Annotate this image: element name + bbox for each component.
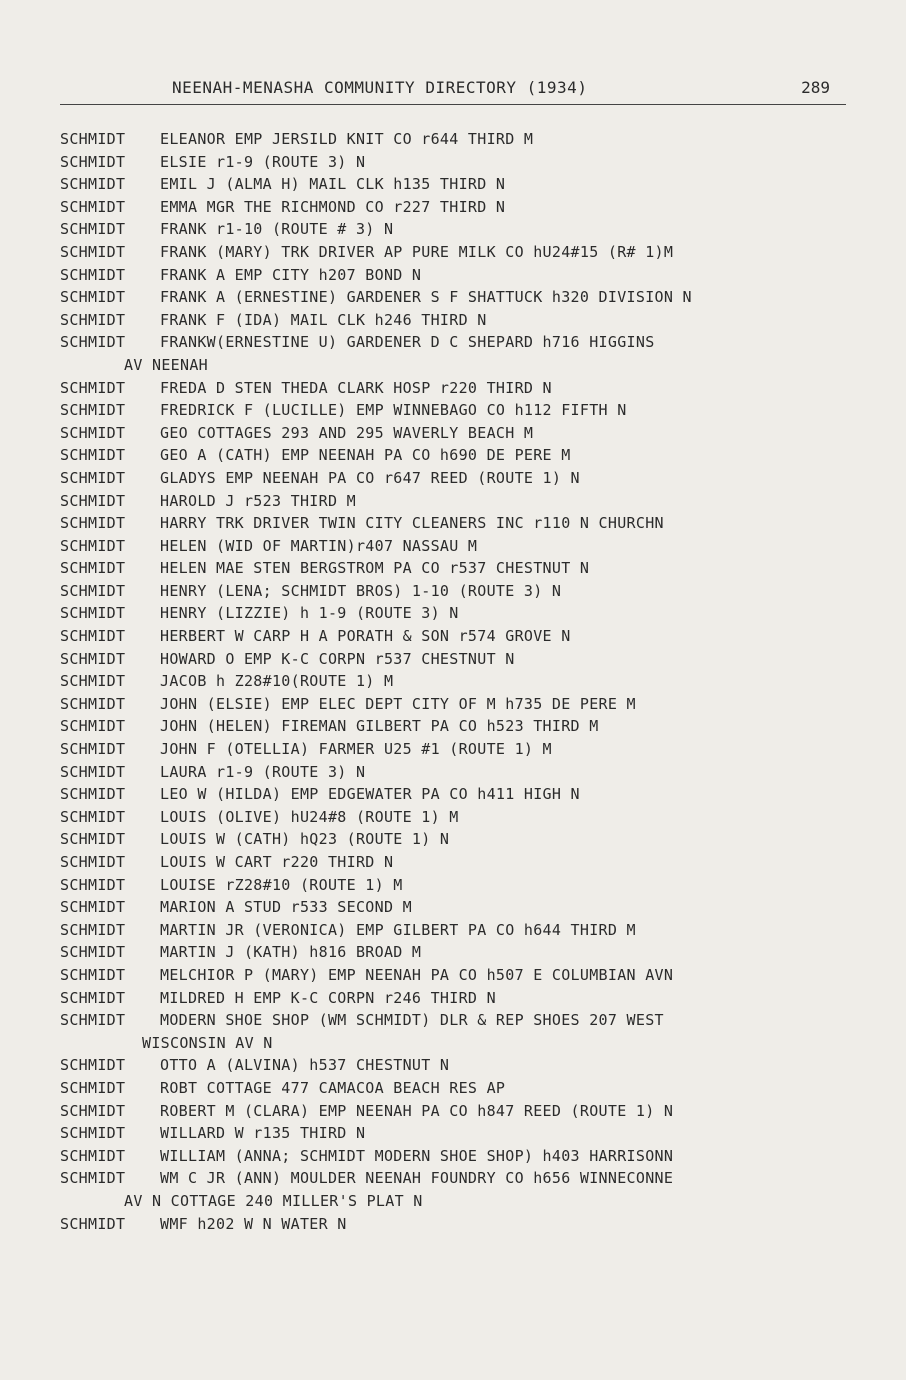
entry-text: WM C JR (ANN) MOULDER NEENAH FOUNDRY CO h656 WINNECONNE bbox=[160, 1169, 674, 1188]
directory-entry bbox=[60, 264, 870, 287]
directory-entry bbox=[60, 399, 870, 422]
entry-text: ROBT COTTAGE 477 CAMACOA BEACH RES AP bbox=[160, 1078, 506, 1097]
entry-text: FREDA D STEN THEDA CLARK HOSP r220 THIRD N bbox=[160, 378, 552, 397]
entry-text: MARTIN JR (VERONICA) EMP GILBERT PA CO h644 THIRD M bbox=[160, 920, 636, 939]
entry-text: GEO A (CATH) EMP NEENAH PA CO h690 DE PERE M bbox=[160, 446, 571, 465]
entry-surname: SCHMIDT bbox=[60, 559, 126, 578]
entry-surname: SCHMIDT bbox=[60, 1101, 126, 1120]
entry-text: MARION A STUD r533 SECOND M bbox=[160, 898, 412, 917]
entry-text: LOUISE rZ28#10 (ROUTE 1) M bbox=[160, 875, 403, 894]
entry-surname: SCHMIDT bbox=[60, 1214, 126, 1233]
directory-entry bbox=[60, 467, 870, 490]
entry-text: MODERN SHOE SHOP (WM SCHMIDT) DLR & REP SHOES 207 WEST bbox=[160, 1011, 664, 1030]
page-header bbox=[60, 78, 846, 102]
entry-text: OTTO A (ALVINA) h537 CHESTNUT N bbox=[160, 1056, 450, 1075]
entry-text: FREDRICK F (LUCILLE) EMP WINNEBAGO CO h112 FIFTH N bbox=[160, 401, 627, 420]
entry-surname: SCHMIDT bbox=[60, 152, 126, 171]
directory-entry bbox=[60, 1009, 870, 1032]
entry-surname: SCHMIDT bbox=[60, 536, 126, 555]
entry-text: GEO COTTAGES 293 AND 295 WAVERLY BEACH M bbox=[160, 423, 534, 442]
directory-entry bbox=[60, 1122, 870, 1145]
page-number: 289 bbox=[801, 78, 830, 97]
directory-entry bbox=[60, 1054, 870, 1077]
entry-text: HELEN MAE STEN BERGSTROM PA CO r537 CHESTNUT N bbox=[160, 559, 590, 578]
directory-entry bbox=[60, 625, 870, 648]
page-title: NEENAH-MENASHA COMMUNITY DIRECTORY (1934) bbox=[172, 78, 588, 97]
entry-surname: SCHMIDT bbox=[60, 310, 126, 329]
directory-entries bbox=[60, 128, 870, 1235]
directory-entry bbox=[60, 1167, 870, 1190]
directory-entry bbox=[60, 1100, 870, 1123]
entry-surname: SCHMIDT bbox=[60, 514, 126, 533]
entry-surname: SCHMIDT bbox=[60, 446, 126, 465]
entry-surname: SCHMIDT bbox=[60, 265, 126, 284]
directory-entry bbox=[60, 806, 870, 829]
entry-surname: SCHMIDT bbox=[60, 1169, 126, 1188]
entry-surname: SCHMIDT bbox=[60, 785, 126, 804]
entry-text: HELEN (WID OF MARTIN)r407 NASSAU M bbox=[160, 536, 478, 555]
entry-surname: SCHMIDT bbox=[60, 807, 126, 826]
entry-surname: SCHMIDT bbox=[60, 378, 126, 397]
entry-text: GLADYS EMP NEENAH PA CO r647 REED (ROUTE 1) N bbox=[160, 468, 580, 487]
entry-text: MILDRED H EMP K-C CORPN r246 THIRD N bbox=[160, 988, 496, 1007]
entry-surname: SCHMIDT bbox=[60, 920, 126, 939]
entry-surname: SCHMIDT bbox=[60, 1146, 126, 1165]
entry-surname: SCHMIDT bbox=[60, 1056, 126, 1075]
entry-surname: SCHMIDT bbox=[60, 943, 126, 962]
directory-entry bbox=[60, 693, 870, 716]
directory-entry bbox=[60, 377, 870, 400]
entry-surname: SCHMIDT bbox=[60, 649, 126, 668]
directory-entry bbox=[60, 218, 870, 241]
entry-surname: SCHMIDT bbox=[60, 604, 126, 623]
entry-surname: SCHMIDT bbox=[60, 965, 126, 984]
entry-text: LOUIS W (CATH) hQ23 (ROUTE 1) N bbox=[160, 830, 450, 849]
entry-surname: SCHMIDT bbox=[60, 333, 126, 352]
entry-surname: SCHMIDT bbox=[60, 220, 126, 239]
entry-text: ELSIE r1-9 (ROUTE 3) N bbox=[160, 152, 366, 171]
entry-text: ROBERT M (CLARA) EMP NEENAH PA CO h847 REED (ROUTE 1) N bbox=[160, 1101, 674, 1120]
entry-text: FRANKW(ERNESTINE U) GARDENER D C SHEPARD h716 HIGGINS bbox=[160, 333, 655, 352]
directory-entry bbox=[60, 828, 870, 851]
entry-surname: SCHMIDT bbox=[60, 197, 126, 216]
directory-entry bbox=[60, 444, 870, 467]
entry-text: HENRY (LENA; SCHMIDT BROS) 1-10 (ROUTE 3) N bbox=[160, 581, 562, 600]
directory-entry bbox=[60, 557, 870, 580]
entry-surname: SCHMIDT bbox=[60, 581, 126, 600]
entry-surname: SCHMIDT bbox=[60, 740, 126, 759]
entry-surname: SCHMIDT bbox=[60, 401, 126, 420]
entry-text: MARTIN J (KATH) h816 BROAD M bbox=[160, 943, 422, 962]
directory-entry bbox=[60, 241, 870, 264]
entry-surname: SCHMIDT bbox=[60, 1078, 126, 1097]
entry-text: JOHN (ELSIE) EMP ELEC DEPT CITY OF M h735 DE PERE M bbox=[160, 694, 636, 713]
directory-entry bbox=[60, 851, 870, 874]
entry-text: EMIL J (ALMA H) MAIL CLK h135 THIRD N bbox=[160, 175, 506, 194]
directory-entry bbox=[60, 512, 870, 535]
directory-entry bbox=[60, 761, 870, 784]
entry-surname: SCHMIDT bbox=[60, 898, 126, 917]
entry-surname: SCHMIDT bbox=[60, 830, 126, 849]
entry-surname: SCHMIDT bbox=[60, 717, 126, 736]
directory-entry bbox=[60, 602, 870, 625]
directory-entry bbox=[60, 670, 870, 693]
entry-surname: SCHMIDT bbox=[60, 491, 126, 510]
entry-text: HOWARD O EMP K-C CORPN r537 CHESTNUT N bbox=[160, 649, 515, 668]
entry-text: FRANK A (ERNESTINE) GARDENER S F SHATTUCK h320 DIVISION N bbox=[160, 288, 692, 307]
directory-entry bbox=[60, 490, 870, 513]
directory-entry bbox=[60, 151, 870, 174]
entry-surname: SCHMIDT bbox=[60, 288, 126, 307]
entry-text: LOUIS (OLIVE) hU24#8 (ROUTE 1) M bbox=[160, 807, 459, 826]
entry-surname: SCHMIDT bbox=[60, 175, 126, 194]
entry-text: ELEANOR EMP JERSILD KNIT CO r644 THIRD M bbox=[160, 130, 534, 148]
directory-entry bbox=[60, 919, 870, 942]
directory-entry bbox=[60, 987, 870, 1010]
entry-text: LAURA r1-9 (ROUTE 3) N bbox=[160, 762, 366, 781]
directory-entry bbox=[60, 1213, 870, 1236]
directory-entry bbox=[60, 1145, 870, 1168]
entry-text: LEO W (HILDA) EMP EDGEWATER PA CO h411 HIGH N bbox=[160, 785, 580, 804]
entry-continuation bbox=[60, 1032, 870, 1055]
directory-entry bbox=[60, 309, 870, 332]
entry-text: LOUIS W CART r220 THIRD N bbox=[160, 853, 394, 871]
entry-text: WMF h202 W N WATER N bbox=[160, 1214, 347, 1233]
entry-text: MELCHIOR P (MARY) EMP NEENAH PA CO h507 E COLUMBIAN AVN bbox=[160, 965, 674, 984]
entry-text: HARRY TRK DRIVER TWIN CITY CLEANERS INC r110 N CHURCHN bbox=[160, 514, 664, 533]
directory-entry bbox=[60, 715, 870, 738]
entry-text: JOHN F (OTELLIA) FARMER U25 #1 (ROUTE 1) M bbox=[160, 740, 552, 759]
entry-surname: SCHMIDT bbox=[60, 242, 126, 261]
entry-text: HAROLD J r523 THIRD M bbox=[160, 491, 356, 510]
entry-text: HERBERT W CARP H A PORATH & SON r574 GROVE N bbox=[160, 627, 571, 646]
entry-surname: SCHMIDT bbox=[60, 423, 126, 442]
entry-surname: SCHMIDT bbox=[60, 1011, 126, 1030]
entry-text: AV N COTTAGE 240 MILLER'S PLAT N bbox=[124, 1191, 423, 1210]
directory-entry bbox=[60, 964, 870, 987]
directory-entry bbox=[60, 941, 870, 964]
directory-entry bbox=[60, 1077, 870, 1100]
entry-continuation bbox=[60, 354, 870, 377]
directory-entry bbox=[60, 286, 870, 309]
header-rule bbox=[60, 104, 846, 105]
directory-entry bbox=[60, 648, 870, 671]
entry-surname: SCHMIDT bbox=[60, 468, 126, 487]
entry-text: FRANK r1-10 (ROUTE # 3) N bbox=[160, 220, 394, 239]
entry-surname: SCHMIDT bbox=[60, 672, 126, 691]
entry-text: JACOB h Z28#10(ROUTE 1) M bbox=[160, 672, 394, 691]
entry-text: HENRY (LIZZIE) h 1-9 (ROUTE 3) N bbox=[160, 604, 459, 623]
directory-entry bbox=[60, 535, 870, 558]
entry-text: FRANK (MARY) TRK DRIVER AP PURE MILK CO hU24#15 (R# 1)M bbox=[160, 242, 674, 261]
entry-surname: SCHMIDT bbox=[60, 988, 126, 1007]
directory-entry bbox=[60, 580, 870, 603]
entry-surname: SCHMIDT bbox=[60, 1124, 126, 1143]
directory-entry bbox=[60, 874, 870, 897]
entry-text: WISCONSIN AV N bbox=[142, 1033, 273, 1052]
directory-entry bbox=[60, 783, 870, 806]
entry-text: FRANK F (IDA) MAIL CLK h246 THIRD N bbox=[160, 310, 487, 329]
entry-text: JOHN (HELEN) FIREMAN GILBERT PA CO h523 THIRD M bbox=[160, 717, 599, 736]
entry-text: WILLIAM (ANNA; SCHMIDT MODERN SHOE SHOP) h403 HARRISONN bbox=[160, 1146, 674, 1165]
directory-entry bbox=[60, 896, 870, 919]
entry-surname: SCHMIDT bbox=[60, 627, 126, 646]
entry-surname: SCHMIDT bbox=[60, 762, 126, 781]
directory-entry bbox=[60, 128, 870, 151]
entry-text: EMMA MGR THE RICHMOND CO r227 THIRD N bbox=[160, 197, 506, 216]
directory-entry bbox=[60, 331, 870, 354]
entry-surname: SCHMIDT bbox=[60, 130, 126, 148]
entry-text: WILLARD W r135 THIRD N bbox=[160, 1124, 366, 1143]
entry-text: AV NEENAH bbox=[124, 355, 208, 374]
directory-entry bbox=[60, 196, 870, 219]
entry-text: FRANK A EMP CITY h207 BOND N bbox=[160, 265, 422, 284]
entry-surname: SCHMIDT bbox=[60, 853, 126, 871]
entry-surname: SCHMIDT bbox=[60, 694, 126, 713]
directory-entry bbox=[60, 738, 870, 761]
entry-continuation bbox=[60, 1190, 870, 1213]
directory-entry bbox=[60, 173, 870, 196]
directory-entry bbox=[60, 422, 870, 445]
entry-surname: SCHMIDT bbox=[60, 875, 126, 894]
